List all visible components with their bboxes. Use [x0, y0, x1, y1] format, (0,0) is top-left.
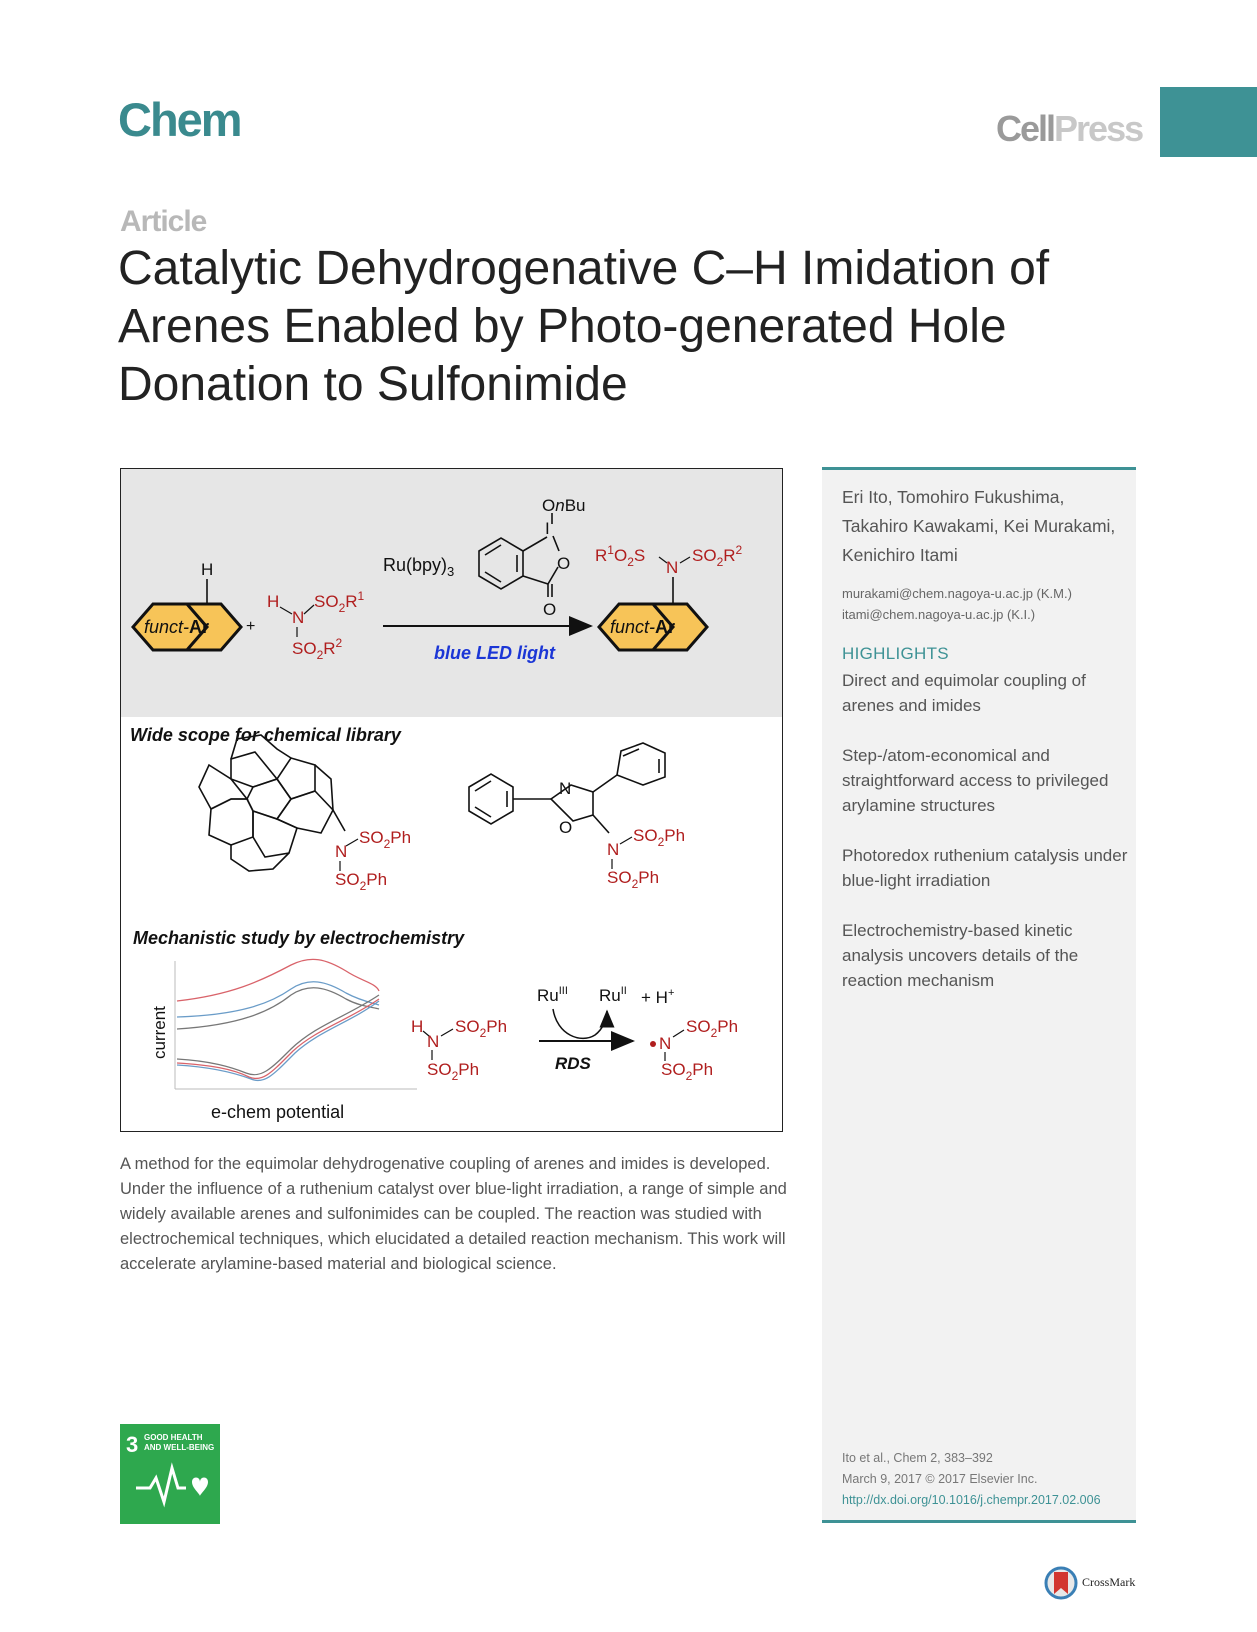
- doi-link[interactable]: http://dx.doi.org/10.1016/j.chempr.2017.02.006: [842, 1493, 1101, 1507]
- email-link-2[interactable]: itami@chem.nagoya-u.ac.jp (K.I.): [842, 607, 1036, 622]
- scope-o2: O: [559, 818, 573, 837]
- sdg-line1: GOOD HEALTH: [144, 1433, 203, 1442]
- publisher-logo[interactable]: [996, 108, 1142, 150]
- highlights-list: [842, 668, 1132, 1018]
- radical-so2ph-a: $SO_2Ph$: [686, 1017, 739, 1040]
- sulfonimide-reactant: [267, 589, 365, 662]
- imidated-arene-product: [595, 543, 743, 650]
- scope-n1: N: [335, 842, 348, 861]
- sdg-good-health-badge[interactable]: [120, 1424, 220, 1524]
- imide-n: N: [292, 608, 305, 627]
- heart-icon: [192, 1478, 208, 1497]
- scope-so2ph-c: $SO_2Ph$: [633, 826, 686, 849]
- author-list: Eri Ito, Tomohiro Fukushima, Takahiro Kawakami, Kei Murakami, Kenichiro Itami: [842, 487, 1116, 565]
- catalyst-label: $Ru(bpy)_3$: [383, 555, 455, 579]
- mech-so2ph-b: $SO_2Ph$: [427, 1060, 480, 1083]
- imide-so2r1: $SO_2R^1$: [314, 589, 365, 615]
- radical-n: N: [659, 1034, 672, 1053]
- summary-abstract: A method for the equimolar dehydrogenative coupling of arenes and imides is developed. Under the influence of a ruthenium catalyst over blue-light irradiation, a range of simple and widely available arenes and sulfonimides can be coupled. The reaction was studied with electrochemical techniques, which elucidated a detailed reaction mechanism. This work will accelerate arylamine-based material and biological science.: [120, 1155, 787, 1273]
- scope-heading: Wide scope for chemical library: [130, 725, 401, 745]
- ring-oxygen-label: O: [557, 554, 571, 573]
- sidebar-top-rule: [822, 467, 1136, 470]
- rds-label: RDS: [555, 1054, 591, 1073]
- highlight-item: Direct and equimolar coupling of arenes and imides: [842, 671, 1086, 715]
- imide-so2r2: $SO_2R^2$: [292, 636, 343, 662]
- sidebar-bottom-rule: [822, 1520, 1136, 1523]
- radical-so2ph-b: $SO_2Ph$: [661, 1060, 714, 1083]
- cv-ylabel: current: [150, 1006, 169, 1059]
- scope-so2ph-b: $SO_2Ph$: [335, 870, 388, 893]
- product-n: N: [666, 558, 679, 577]
- highlights-heading: HIGHLIGHTS: [842, 644, 949, 663]
- ru2-label: $Ru^{II}$: [599, 985, 627, 1005]
- publisher-cell: Cell: [996, 108, 1055, 149]
- sdg-line2: AND WELL-BEING: [144, 1443, 215, 1452]
- product-so2r2: $SO_2R^2$: [692, 543, 743, 569]
- imide-h: H: [267, 592, 280, 611]
- onbu-label: OnBu: [542, 496, 586, 515]
- highlight-item: Step-/atom-economical and straightforward access to privileged arylamine structures: [842, 746, 1109, 815]
- citation-line: Ito et al., Chem 2, 383–392: [842, 1451, 993, 1465]
- journal-logo[interactable]: Chem: [118, 93, 241, 146]
- email-link-1[interactable]: murakami@chem.nagoya-u.ac.jp (K.M.): [842, 586, 1072, 601]
- ru-cycle-arrow: [553, 1009, 607, 1038]
- crossmark-icon[interactable]: [1044, 1566, 1078, 1600]
- scope-n3: N: [607, 840, 620, 859]
- citation-block: [842, 1448, 1101, 1511]
- citation-date: March 9, 2017 © 2017 Elsevier Inc.: [842, 1472, 1038, 1486]
- plus-sign: +: [246, 618, 256, 635]
- corannulene-product: [199, 735, 348, 871]
- mech-n: N: [427, 1032, 440, 1051]
- correspondence-emails: [842, 583, 1072, 625]
- mechanism-heading: Mechanistic study by electrochemistry: [133, 928, 465, 948]
- proton-label: + H+: [641, 987, 675, 1007]
- article-title: Catalytic Dehydrogenative C–H Imidation of Arenes Enabled by Photo-generated Hole Donation to Sulfonimide: [118, 242, 1050, 411]
- mechanism-scheme: [411, 985, 738, 1083]
- cv-xlabel: e-chem potential: [211, 1102, 345, 1122]
- sdg-badge-graphic: [120, 1424, 220, 1524]
- scope-n2: N: [559, 779, 572, 798]
- header-accent-block: [1160, 87, 1257, 157]
- mech-so2ph-a: $SO_2Ph$: [455, 1017, 508, 1040]
- scope-so2ph-a: $SO_2Ph$: [359, 828, 412, 851]
- sdg-number: 3: [126, 1432, 139, 1457]
- scope-so2ph-d: $SO_2Ph$: [607, 868, 660, 891]
- arene-funct-label: funct-Ar: [144, 617, 210, 637]
- arene-reactant: [133, 560, 241, 650]
- heartbeat-icon: [136, 1468, 186, 1502]
- publisher-press: Press: [1054, 108, 1143, 149]
- highlight-item: Photoredox ruthenium catalysis under blue-light irradiation: [842, 846, 1128, 890]
- carbonyl-oxygen-label: O: [543, 600, 557, 619]
- blue-led-label: blue LED light: [434, 643, 555, 663]
- ru3-label: $Ru^{III}$: [537, 985, 568, 1005]
- highlight-item: Electrochemistry-based kinetic analysis uncovers details of the reaction mechanism: [842, 921, 1079, 990]
- article-type-label: Article: [120, 205, 207, 238]
- mech-h: H: [411, 1017, 424, 1036]
- iodine-label: I: [545, 519, 550, 538]
- product-r1o2s: $R^1O_2S$: [595, 543, 646, 569]
- graphical-abstract-figure: [121, 469, 783, 1132]
- cyclic-voltammogram: [150, 959, 417, 1122]
- radical-dot: [650, 1041, 656, 1047]
- svg-text:funct-Ar: funct-Ar: [610, 617, 676, 637]
- graphical-abstract[interactable]: [120, 468, 783, 1132]
- arene-h-label: H: [201, 560, 214, 579]
- crossmark-label[interactable]: CrossMark: [1082, 1575, 1136, 1589]
